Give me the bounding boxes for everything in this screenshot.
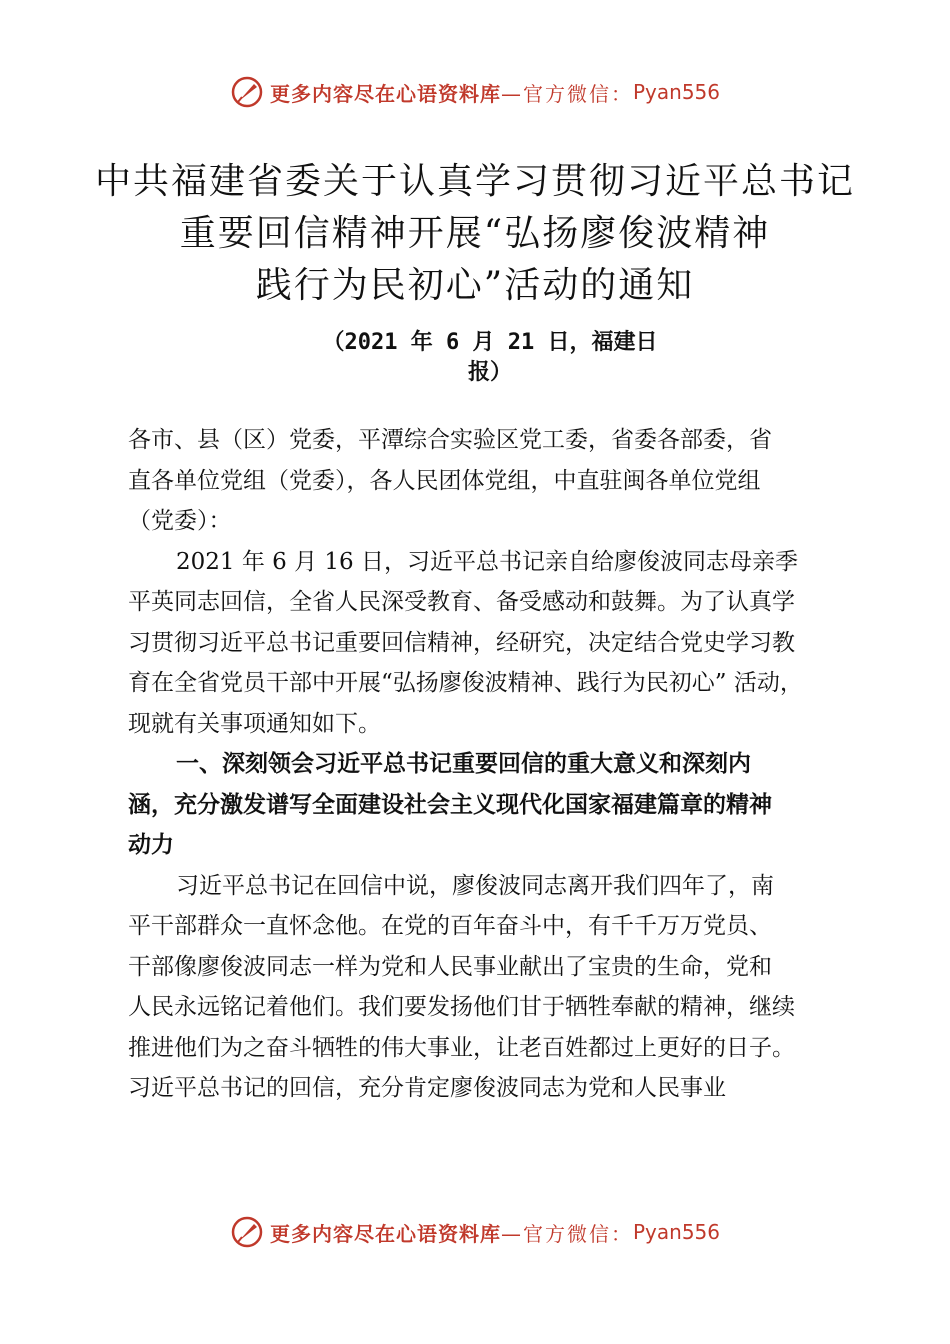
paragraph-line: 2021 年 6 月 16 日，习近平总书记亲自给廖俊波同志母亲季 xyxy=(176,548,798,575)
paragraph-line: 现就有关事项通知如下。 xyxy=(128,710,381,737)
paragraph-line: 推进他们为之奋斗牺牲的伟大事业，让老百姓都过上更好的日子。 xyxy=(128,1034,795,1061)
date-line: 报） xyxy=(467,360,512,385)
banner-text-library: 更多内容尽在心语资料库 xyxy=(269,1221,501,1246)
date-line: （2021 年 6 月 21 日，福建日 xyxy=(322,330,658,355)
section-heading-line: 动力 xyxy=(128,832,174,858)
banner-text-library: 更多内容尽在心语资料库 xyxy=(269,81,501,106)
addressee-line: 各市、县（区）党委，平潭综合实验区党工委，省委各部委，省 xyxy=(128,427,772,453)
quill-circle-icon xyxy=(230,75,264,109)
paragraph-line: 平干部群众一直怀念他。在党的百年奋斗中，有千千万万党员、 xyxy=(128,913,772,939)
title-line: 中共福建省委关于认真学习贯彻习近平总书记 xyxy=(94,161,855,202)
paragraph-line: 习近平总书记在回信中说，廖俊波同志离开我们四年了，南 xyxy=(176,872,774,899)
publication-date xyxy=(300,328,680,388)
paragraph-line: 平英同志回信，全省人民深受教育、备受感动和鼓舞。为了认真学 xyxy=(128,589,795,615)
document-title xyxy=(0,156,950,312)
paragraph-line: 习贯彻习近平总书记重要回信精神，经研究，决定结合党史学习教 xyxy=(128,629,795,656)
title-line: 重要回信精神开展“弘扬廖俊波精神 xyxy=(179,213,771,254)
addressee-line: 直各单位党组（党委），各人民团体党组，中直驻闽各单位党组 xyxy=(128,467,761,494)
footer-banner xyxy=(0,1212,950,1252)
title-line: 践行为民初心”活动的通知 xyxy=(255,265,695,306)
paragraph-line: 干部像廖俊波同志一样为党和人民事业献出了宝贵的生命，党和 xyxy=(128,953,772,980)
banner-text-id: Pyan556 xyxy=(632,1220,720,1244)
banner-text-id: Pyan556 xyxy=(632,80,720,104)
banner-text-wechat: —官方微信： xyxy=(500,81,633,106)
addressee-line: （党委）： xyxy=(128,508,232,534)
section-heading-line: 一、深刻领会习近平总书记重要回信的重大意义和深刻内 xyxy=(176,751,751,777)
document-body xyxy=(128,420,850,1109)
section-heading-line: 涵，充分激发谱写全面建设社会主义现代化国家福建篇章的精神 xyxy=(128,791,772,818)
quill-circle-icon xyxy=(230,1215,264,1249)
header-banner xyxy=(0,72,950,112)
paragraph-line: 习近平总书记的回信，充分肯定廖俊波同志为党和人民事业 xyxy=(128,1075,726,1101)
banner-text-wechat: —官方微信： xyxy=(500,1221,633,1246)
paragraph-line: 育在全省党员干部中开展“弘扬廖俊波精神、践行为民初心” 活动， xyxy=(128,670,803,696)
paragraph-line: 人民永远铭记着他们。我们要发扬他们甘于牺牲奉献的精神，继续 xyxy=(128,994,795,1020)
